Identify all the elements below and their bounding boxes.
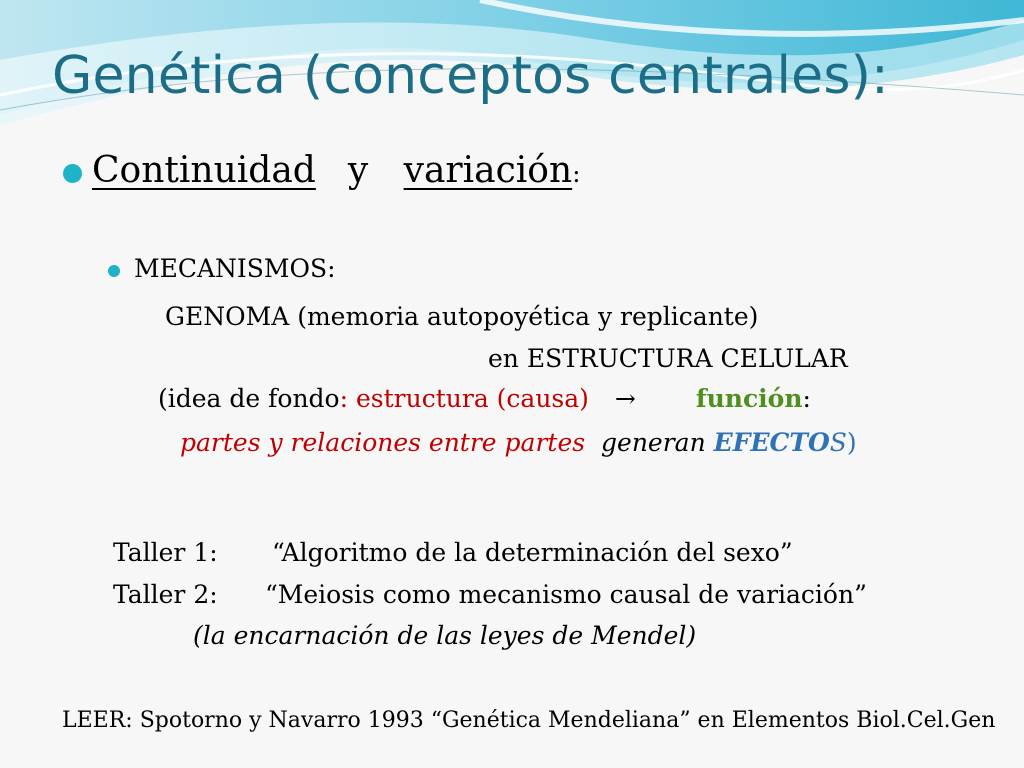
heading-colon: : xyxy=(572,159,581,188)
sub-bullet-icon xyxy=(108,265,120,277)
idea-colon: : xyxy=(339,384,349,413)
workshop-2-label: Taller 2: xyxy=(113,580,218,609)
heading-variation: variación xyxy=(403,150,573,191)
arrow-right-icon: → xyxy=(614,384,636,413)
efectos-main: EFECTO xyxy=(713,428,830,457)
structure-line: en ESTRUCTURA CELULAR xyxy=(488,344,848,373)
idea-colon-2: : xyxy=(802,384,811,413)
parts-line xyxy=(180,428,857,457)
generan-text: generan xyxy=(601,428,706,457)
idea-line xyxy=(158,384,811,413)
parts-relations-text: partes y relaciones entre partes xyxy=(180,428,586,457)
reading-reference: LEER: Spotorno y Navarro 1993 “Genética Mendeliana” en Elementos Biol.Cel.Gen xyxy=(62,708,996,733)
efectos-paren: ) xyxy=(846,428,857,457)
workshop-1-label: Taller 1: xyxy=(113,538,218,567)
efectos-tail: S xyxy=(829,428,847,457)
idea-function: función xyxy=(695,384,803,413)
heading-continuity-variation xyxy=(92,150,581,191)
mechanisms-label: MECANISMOS: xyxy=(134,254,336,283)
workshop-2-text: “Meiosis como mecanismo causal de variación” xyxy=(265,580,867,609)
idea-cause: estructura (causa) xyxy=(356,384,589,413)
slide-title: Genética (conceptos centrales): xyxy=(52,46,889,106)
idea-prefix: (idea de fondo xyxy=(158,384,340,413)
workshop-note: (la encarnación de las leyes de Mendel) xyxy=(193,621,697,650)
heading-continuity: Continuidad xyxy=(92,150,316,191)
heading-y: y xyxy=(347,150,369,191)
genome-line: GENOMA (memoria autopoyética y replicante) xyxy=(165,302,759,331)
bullet-icon xyxy=(63,164,82,183)
workshop-1-text: “Algoritmo de la determinación del sexo” xyxy=(272,538,793,567)
